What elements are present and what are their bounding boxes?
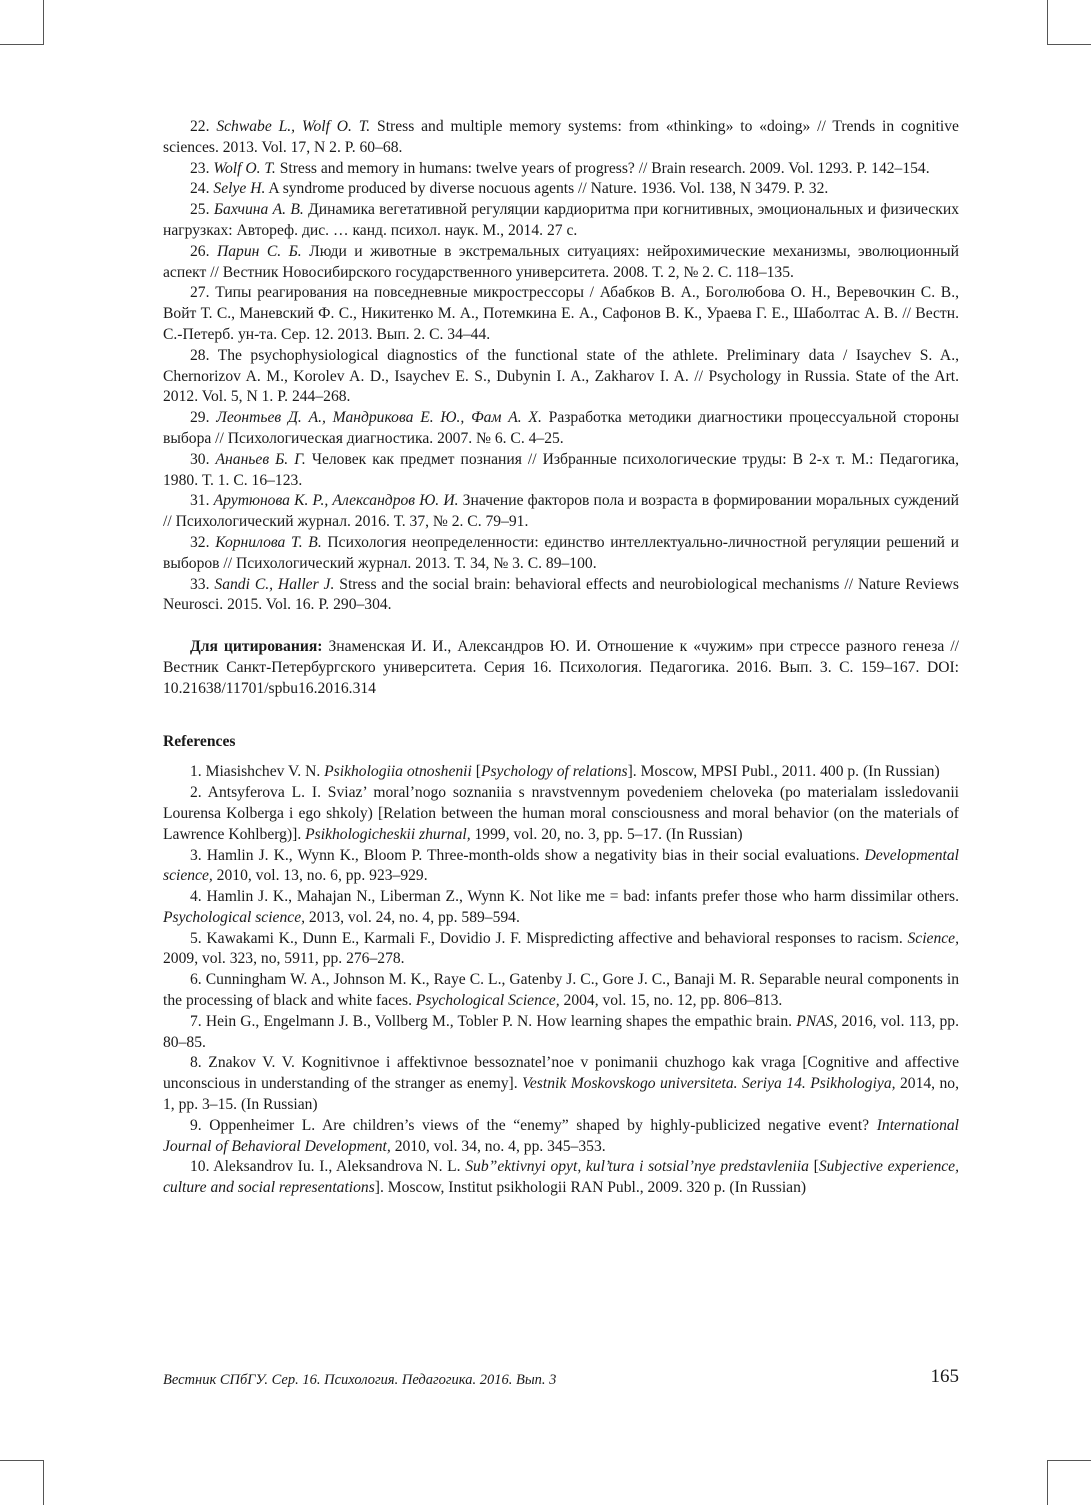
reference-text: 1999, vol. 20, no. 3, pp. 5–17. (In Russian) xyxy=(470,825,743,843)
entry-text: The psychophysiological diagnostics of the functional state of the athlete. Preliminary data / Isaychev S. A., Chernorizov A. M., Korolev A. D., Isaychev E. S., Dubynin I. A., Zakharov I. A. // Psychology in Russia. State of the Art. 2012. Vol. 5, N 1. P. 244–268. xyxy=(163,346,959,406)
entry-number: 28. xyxy=(190,346,210,364)
reference-text: 2010, vol. 13, no. 6, pp. 923–929. xyxy=(212,867,428,885)
bibliography-entry xyxy=(163,159,959,180)
reference-italic: International Journal of Behavioral Development, xyxy=(163,1116,959,1155)
reference-text: 2. Antsyferova L. I. Sviaz’ moral’nogo soznaniia s nravstvennym povedeniem cheloveka (po materialam issledovanii Lourensa Kolberga i ego shkoly) [Relation between the human moral consciousness and moral behavior (on the materials of Lawrence Kohlberg)]. xyxy=(163,784,959,843)
crop-mark xyxy=(43,1460,44,1505)
citation-text: Знаменская И. И., Александров Ю. И. Отношение к «чужим» при стрессе разного генеза // Вестник Санкт-Петербургского университета. Серия 16. Психология. Педагогика. 2016. Вып. 3. С. 159–167. DOI: 10.21638/11701/spbu16.2016.314 xyxy=(163,638,959,697)
reference-italic: PNAS, xyxy=(796,1012,838,1030)
entry-number: 27. xyxy=(190,284,210,302)
reference-text: 7. Hein G., Engelmann J. B., Vollberg M., Tobler P. N. How learning shapes the empathic brain. xyxy=(190,1012,797,1030)
entry-text: Значение факторов пола и возраста в формировании моральных суждений // Психологический журнал. 2016. Т. 37, № 2. С. 79–91. xyxy=(163,492,959,531)
bibliography-entry xyxy=(163,575,959,617)
reference-text: 10. Aleksandrov Iu. I., Aleksandrova N. L. xyxy=(190,1158,466,1176)
bibliography-entry xyxy=(163,533,959,575)
reference-entry xyxy=(163,929,959,971)
reference-entry xyxy=(163,846,959,888)
bibliography-entry xyxy=(163,491,959,533)
reference-text: 2009, vol. 323, no, 5911, pp. 276–278. xyxy=(163,950,405,968)
reference-text: ]. Moscow, Institut psikhologii RAN Publ., 2009. 320 p. (In Russian) xyxy=(374,1179,807,1197)
entry-number: 31. xyxy=(190,492,210,510)
entry-text: Разработка методики диагностики процессуальной стороны выбора // Психологическая диагностика. 2007. № 6. С. 4–25. xyxy=(163,409,959,447)
reference-italic: Vestnik Moskovskogo universiteta. Seriya 14. Psikhologiya, xyxy=(522,1075,896,1093)
bibliography-entry xyxy=(163,179,959,200)
entry-text: Stress and multiple memory systems: from «thinking» to «doing» // Trends in cognitive sciences. 2013. Vol. 17, N 2. P. 60–68. xyxy=(163,118,959,156)
reference-text: 1. Miasishchev V. N. xyxy=(190,763,325,781)
footer-journal: Вестник СПбГУ. Сер. 16. Психология. Педагогика. 2016. Вып. 3 xyxy=(163,1372,557,1388)
entry-number: 26. xyxy=(190,242,210,260)
bibliography-entry xyxy=(163,242,959,284)
references-heading: References xyxy=(163,732,236,750)
entry-text: A syndrome produced by diverse nocuous agents // Nature. 1936. Vol. 138, N 3479. P. 32. xyxy=(265,180,829,198)
crop-mark xyxy=(1047,44,1091,45)
bibliography-entry xyxy=(163,283,959,345)
citation-label: Для цитирования: xyxy=(190,638,323,656)
reference-italic: Psikhologicheskii zhurnal, xyxy=(305,825,471,843)
bibliography-list xyxy=(163,117,959,616)
reference-text: 9. Oppenheimer L. Are children’s views of the “enemy” shaped by highly-publicized negative event? xyxy=(190,1116,877,1134)
entry-text: Люди и животные в экстремальных ситуациях: нейрохимические механизмы, эволюционный аспект // Вестник Новосибирского государственного университета. 2008. Т. 2, № 2. С. 118–135. xyxy=(163,242,959,281)
reference-italic: Psikhologiia otnoshenii xyxy=(324,763,472,781)
entry-number: 33. xyxy=(190,575,210,593)
entry-number: 30. xyxy=(190,450,210,468)
reference-italic: Psychology of relations xyxy=(480,763,628,781)
reference-italic: Science, xyxy=(907,929,959,947)
reference-text: [ xyxy=(471,763,481,781)
references-list xyxy=(163,762,959,1199)
entry-number: 24. xyxy=(190,180,210,198)
entry-authors: Бахчина А. В. xyxy=(213,201,304,219)
entry-number: 22. xyxy=(190,118,210,135)
bibliography-entry xyxy=(163,346,959,408)
crop-mark xyxy=(0,1460,44,1461)
entry-authors: Selye H. xyxy=(213,180,266,198)
reference-entry xyxy=(163,762,959,783)
bibliography-entry xyxy=(163,200,959,242)
entry-text: Stress and the social brain: behavioral effects and neurobiological mechanisms // Nature Reviews Neurosci. 2015. Vol. 16. P. 290–304. xyxy=(163,575,959,614)
reference-italic: Sub”ektivnyi opyt, kul’tura i sotsial’nye predstavleniia xyxy=(465,1158,809,1176)
entry-text: Типы реагирования на повседневные микрострессоры / Абабков В. А., Боголюбова О. Н., Веревочкин С. В., Войт Т. С., Маневский Ф. С., Никитенко М. А., Потемкина Е. А., Сафонов В. К., Ураева Г. Е., Шаболтас А. В. // Вестн. С.-Петерб. ун-та. Сер. 12. 2013. Вып. 2. С. 34–44. xyxy=(163,284,959,343)
reference-italic: Developmental science, xyxy=(163,846,959,885)
entry-authors: Корнилова Т. В. xyxy=(215,533,322,551)
entry-text: Человек как предмет познания // Избранные психологические труды: В 2-х т. М.: Педагогика, 1980. Т. 1. С. 16–123. xyxy=(163,450,959,489)
crop-mark xyxy=(0,44,44,45)
page-body xyxy=(163,117,959,1199)
reference-entry xyxy=(163,1157,959,1199)
entry-authors: Sandi C., Haller J. xyxy=(214,575,335,593)
reference-text: 3. Hamlin J. K., Wynn K., Bloom P. Three-month-olds show a negativity bias in their social evaluations. xyxy=(190,846,865,864)
entry-authors: Wolf O. T. xyxy=(213,159,276,177)
entry-number: 32. xyxy=(190,533,210,551)
bibliography-entry xyxy=(163,408,959,450)
entry-text: Динамика вегетативной регуляции кардиоритма при когнитивных, эмоциональных и физических нагрузках: Автореф. дис. … канд. психол. наук. М., 2014. 27 с. xyxy=(163,201,959,239)
citation-note xyxy=(163,637,959,699)
entry-text: Stress and memory in humans: twelve years of progress? // Brain research. 2009. Vol. 1293. P. 142–154. xyxy=(275,159,930,177)
entry-authors: Арутюнова К. Р., Александров Ю. И. xyxy=(213,492,459,510)
reference-text: 5. Kawakami K., Dunn E., Karmali F., Dovidio J. F. Mispredicting affective and behavioral responses to racism. xyxy=(190,929,908,947)
reference-text: 2013, vol. 24, no. 4, pp. 589–594. xyxy=(305,908,520,926)
entry-text: Психология неопределенности: единство интеллектуально-личностной регуляции решений и выборов // Психологический журнал. 2013. Т. 34, № 3. С. 89–100. xyxy=(163,533,960,572)
reference-entry xyxy=(163,1012,959,1054)
reference-text: 2004, vol. 15, no. 12, pp. 806–813. xyxy=(559,992,783,1010)
crop-mark xyxy=(43,0,44,45)
reference-text: 2010, vol. 34, no. 4, pp. 345–353. xyxy=(390,1137,606,1155)
bibliography-entry xyxy=(163,450,959,492)
reference-text: 8. Znakov V. V. Kognitivnoe i affektivnoe bessoznatel’noe v ponimanii chuzhogo kak vraga [Cognitive and affective unconscious in understanding of the stranger as enemy]. xyxy=(163,1054,959,1093)
reference-entry xyxy=(163,1053,959,1115)
entry-number: 25. xyxy=(190,201,210,219)
reference-text: 4. Hamlin J. K., Mahajan N., Liberman Z., Wynn K. Not like me = bad: infants prefer those who harm dissimilar others. xyxy=(190,888,959,906)
entry-authors: Schwabe L., Wolf O. T. xyxy=(216,118,371,135)
reference-entry xyxy=(163,970,959,1012)
entry-authors: Леонтьев Д. А., Мандрикова Е. Ю., Фам А. Х. xyxy=(216,409,542,427)
reference-text: ]. Moscow, MPSI Publ., 2011. 400 p. (In Russian) xyxy=(627,763,940,781)
reference-italic: Subjective experience, culture and social representations xyxy=(163,1158,959,1197)
entry-authors: Парин С. Б. xyxy=(216,242,302,260)
reference-text: 2016, vol. 113, pp. 80–85. xyxy=(163,1012,959,1051)
entry-number: 23. xyxy=(190,159,210,177)
crop-mark xyxy=(1047,0,1048,45)
reference-entry xyxy=(163,887,959,929)
entry-authors: Ананьев Б. Г. xyxy=(215,450,306,468)
reference-italic: Psychological Science, xyxy=(415,992,560,1010)
reference-entry xyxy=(163,783,959,845)
reference-italic: Psychological science, xyxy=(163,908,306,926)
page-number: 165 xyxy=(930,1366,959,1387)
reference-text: [ xyxy=(808,1158,819,1176)
reference-entry xyxy=(163,1116,959,1158)
crop-mark xyxy=(1047,1460,1048,1505)
reference-text: 2014, no, 1, pp. 3–15. (In Russian) xyxy=(163,1075,960,1114)
crop-mark xyxy=(1047,1460,1091,1461)
bibliography-entry xyxy=(163,117,959,159)
reference-text: 6. Cunningham W. A., Johnson M. K., Raye C. L., Gatenby J. C., Gore J. C., Banaji M. R. Separable neural components in the processing of black and white faces. xyxy=(163,971,959,1010)
entry-number: 29. xyxy=(190,409,210,427)
